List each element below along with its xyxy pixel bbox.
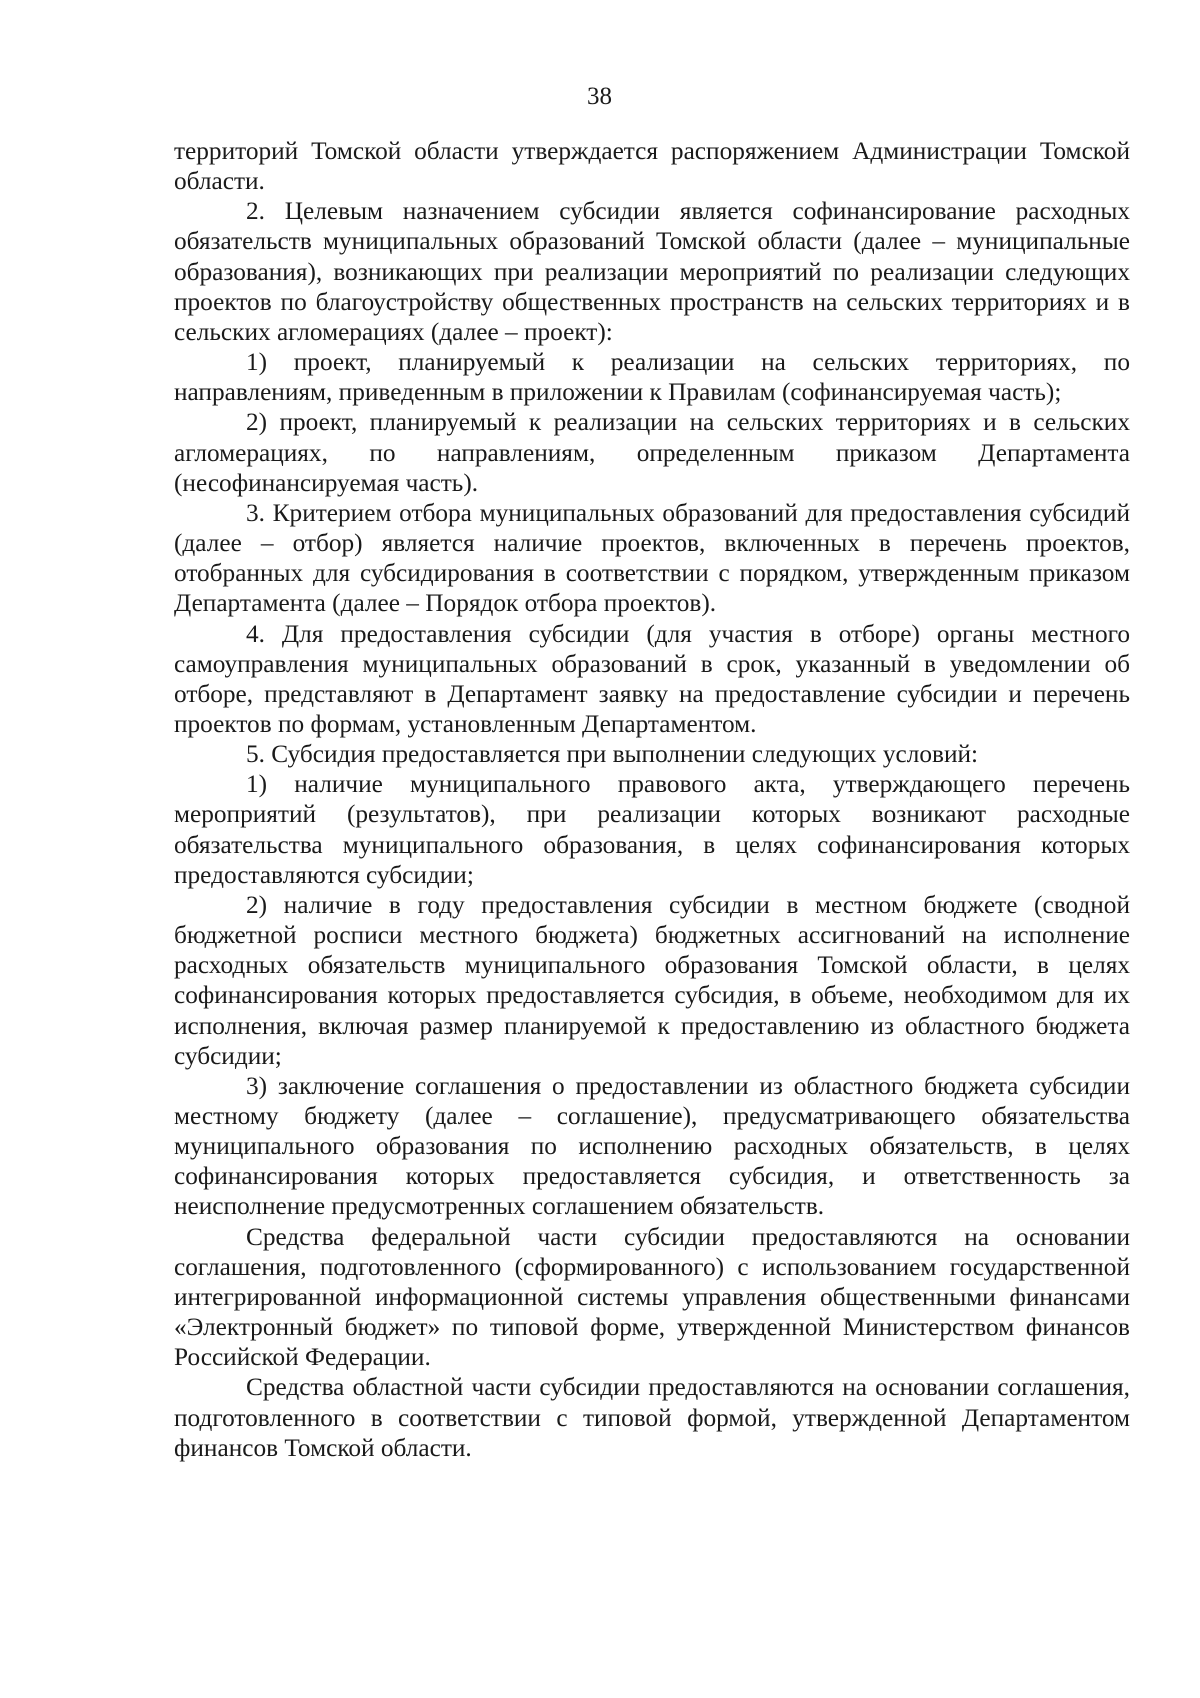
paragraph-federal-funds: Средства федеральной части субсидии предоставляются на основании соглашения, подготовленного (сформированного) с использованием государственной интегрированной информационной системы управления общественными финансами «Электронный бюджет» по типовой форме, утвержденной Министерством финансов Российской Федерации. (174, 1222, 1130, 1372)
paragraph-subitem-2-2: 2) проект, планируемый к реализации на сельских территориях и в сельских агломерациях, по направлениям, определенным приказом Департамента (несофинансируемая часть). (174, 408, 1130, 497)
paragraph-regional-funds: Средства областной части субсидии предоставляются на основании соглашения, подготовленного в соответствии с типовой формой, утвержденной Департаментом финансов Томской области. (174, 1373, 1130, 1462)
paragraph-subitem-5-1: 1) наличие муниципального правового акта, утверждающего перечень мероприятий (результатов), при реализации которых возникают расходные обязательства муниципального образования, в целях софинансирования которых предоставляются субсидии; (174, 770, 1130, 889)
paragraph-subitem-5-3: 3) заключение соглашения о предоставлении из областного бюджета субсидии местному бюджету (далее – соглашение), предусматривающего обязательства муниципального образования по исполнению расходных обязательств, в целях софинансирования которых предоставляется субсидия, и ответственность за неисполнение предусмотренных соглашением обязательств. (174, 1071, 1130, 1221)
paragraph-subitem-5-2: 2) наличие в году предоставления субсидии в местном бюджете (сводной бюджетной росписи местного бюджета) бюджетных ассигнований на исполнение расходных обязательств муниципального образования Томской области, в целях софинансирования которых предоставляется субсидия, в объеме, необходимом для их исполнения, включая размер планируемой к предоставлению из областного бюджета субсидии; (174, 890, 1130, 1070)
paragraph-item-2: 2. Целевым назначением субсидии является софинансирование расходных обязательств муниципальных образований Томской области (далее – муниципальные образования), возникающих при реализации мероприятий по реализации следующих проектов по благоустройству общественных пространств на сельских территориях и в сельских агломерациях (далее – проект): (174, 197, 1130, 346)
paragraph-continuation: территорий Томской области утверждается распоряжением Администрации Томской области. (174, 137, 1130, 196)
paragraph-item-4: 4. Для предоставления субсидии (для участия в отборе) органы местного самоуправления муниципальных образований в срок, указанный в уведомлении об отборе, представляют в Департамент заявку на предоставление субсидии и перечень проектов по формам, установленным Департаментом. (174, 619, 1130, 738)
page-number: 38 (587, 83, 612, 110)
paragraph-item-3: 3. Критерием отбора муниципальных образований для предоставления субсидий (далее – отбор) является наличие проектов, включенных в перечень проектов, отобранных для субсидирования в соответствии с порядком, утвержденным приказом Департамента (далее – Порядок отбора проектов). (174, 498, 1130, 618)
paragraph-subitem-2-1: 1) проект, планируемый к реализации на сельских территориях, по направлениям, приведенным в приложении к Правилам (софинансируемая часть); (174, 348, 1130, 407)
document-body (174, 136, 1130, 1463)
paragraph-item-5: 5. Субсидия предоставляется при выполнении следующих условий: (246, 740, 979, 769)
